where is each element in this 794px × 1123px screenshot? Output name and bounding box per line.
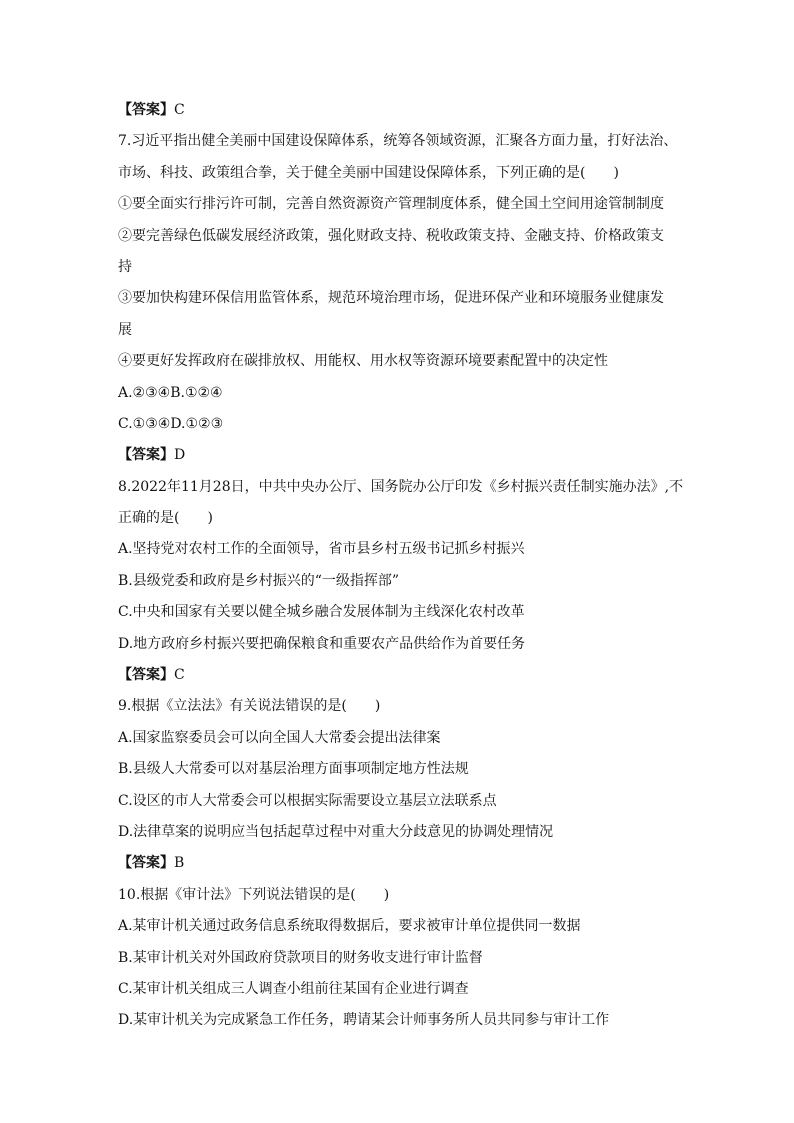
q7-item1: ①要全面实行排污许可制，完善自然资源资产管理制度体系，健全国土空间用途管制制度: [118, 196, 664, 213]
q9-option-a: A.国家监察委员会可以向全国人大常委会提出法律案: [118, 729, 441, 746]
q9-stem: 9.根据《立法法》有关说法错误的是( ): [118, 698, 381, 715]
answer-label: 【答案】: [118, 667, 174, 684]
q9-option-c: C.设区的市人大常委会可以根据实际需要设立基层立法联系点: [118, 792, 497, 809]
q7-item3-line2: 展: [118, 321, 132, 338]
answer-value: C: [174, 102, 185, 118]
q7-item4: ④要更好发挥政府在碳排放权、用能权、用水权等资源环境要素配置中的决定性: [118, 353, 608, 370]
q7-item2-line1: ②要完善绿色低碳发展经济政策，强化财政支持、税收政策支持、金融支持、价格政策支: [118, 227, 664, 244]
q7-options-cd: C.①③④D.①②③: [118, 415, 224, 432]
q7-stem-line1: 7.习近平指出健全美丽中国建设保障体系，统筹各领域资源，汇聚各方面力量，打好法治、: [118, 133, 678, 150]
q9-answer: [118, 854, 688, 872]
q9-option-d: D.法律草案的说明应当包括起草过程中对重大分歧意见的协调处理情况: [118, 823, 554, 840]
q7-stem-line2: 市场、科技、政策组合拳，关于健全美丽中国建设保障体系，下列正确的是( ): [118, 164, 619, 181]
answer-label: 【答案】: [118, 855, 174, 872]
q7-item3-line1: ③要加快构建环保信用监管体系，规范环境治理市场，促进环保产业和环境服务业健康发: [118, 290, 664, 307]
q9-option-b: B.县级人大常委可以对基层治理方面事项制定地方性法规: [118, 761, 469, 778]
q8-option-a: A.坚持党对农村工作的全面领导，省市县乡村五级书记抓乡村振兴: [118, 541, 525, 558]
q10-option-c: C.某审计机关组成三人调查小组前往某国有企业进行调查: [118, 980, 469, 997]
q10-stem: 10.根据《审计法》下列说法错误的是( ): [118, 886, 390, 903]
q10-option-b: B.某审计机关对外国政府贷款项目的财务收支进行审计监督: [118, 949, 483, 966]
answer-value: B: [174, 855, 185, 872]
q10-option-d: D.某审计机关为完成紧急工作任务，聘请某会计师事务所人员共同参与审计工作: [118, 1012, 610, 1029]
answer-value: C: [174, 667, 185, 684]
q8-option-d: D.地方政府乡村振兴要把确保粮食和重要农产品供给作为首要任务: [118, 635, 526, 652]
answer-label: 【答案】: [118, 102, 174, 118]
q7-item2-line2: 持: [118, 258, 132, 275]
q8-stem-line2: 正确的是( ): [118, 510, 213, 527]
q8-stem-line1: 8.2022年11月28日，中共中央办公厅、国务院办公厅印发《乡村振兴责任制实施办法》,不: [118, 478, 684, 495]
q7-answer: [118, 446, 688, 464]
q6-answer: [118, 101, 688, 119]
document-page: [118, 101, 688, 1029]
q7-options-ab: A.②③④B.①②④: [118, 384, 223, 401]
answer-label: 【答案】: [118, 447, 174, 464]
q8-answer: [118, 666, 688, 684]
q8-option-b: B.县级党委和政府是乡村振兴的“一级指挥部”: [118, 572, 400, 589]
q10-option-a: A.某审计机关通过政务信息系统取得数据后，要求被审计单位提供同一数据: [118, 918, 581, 935]
answer-value: D: [174, 447, 186, 464]
q8-option-c: C.中央和国家有关要以健全城乡融合发展体制为主线深化农村改革: [118, 604, 525, 621]
